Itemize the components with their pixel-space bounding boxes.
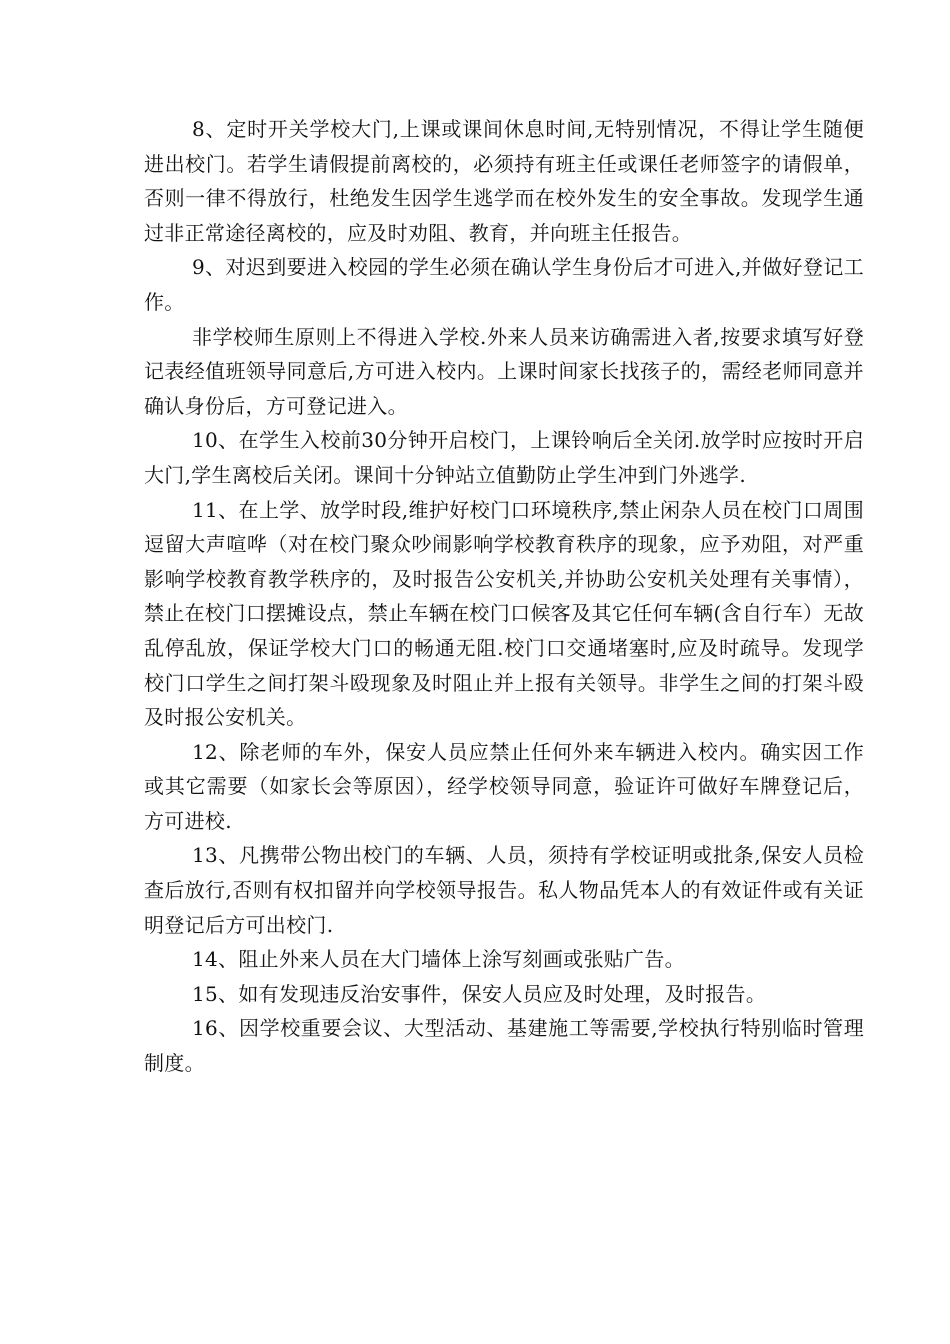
- paragraph-visitor-rules: 非学校师生原则上不得进入学校.外来人员来访确需进入者,按要求填写好登记表经值班领导同意后,方可进入校内。上课时间家长找孩子的，需经老师同意并确认身份后，方可登记进入。: [144, 324, 864, 418]
- paragraph-item-15: 15、如有发现违反治安事件，保安人员应及时处理，及时报告。: [192, 981, 767, 1006]
- paragraph-item-14: 14、阻止外来人员在大门墙体上涂写刻画或张贴广告。: [192, 947, 685, 972]
- document-body: [144, 112, 864, 1081]
- paragraph-item-12: 12、除老师的车外，保安人员应禁止任何外来车辆进入校内。确实因工作或其它需要（如家长会等原因），经学校领导同意，验证许可做好车牌登记后，方可进校.: [144, 739, 864, 833]
- paragraph-item-10: 10、在学生入校前30分钟开启校门，上课铃响后全关闭.放学时应按时开启大门,学生离校后关闭。课间十分钟站立值勤防止学生冲到门外逃学.: [144, 428, 864, 487]
- paragraph-item-8: 8、定时开关学校大门,上课或课间休息时间,无特别情况，不得让学生随便进出校门。若学生请假提前离校的，必须持有班主任或课任老师签字的请假单，否则一律不得放行，杜绝发生因学生逃学而在校外发生的安全事故。发现学生通过非正常途径离校的，应及时劝阻、教育，并向班主任报告。: [144, 117, 864, 245]
- paragraph-item-11: 11、在上学、放学时段,维护好校门口环境秩序,禁止闲杂人员在校门口周围逗留大声喧哗（对在校门聚众吵闹影响学校教育秩序的现象，应予劝阻，对严重影响学校教育教学秩序的，及时报告公安机关,并协助公安机关处理有关事情），禁止在校门口摆摊设点，禁止车辆在校门口候客及其它任何车辆(含自行车）无故乱停乱放，保证学校大门口的畅通无阻.校门口交通堵塞时,应及时疏导。发现学校门口学生之间打架斗殴现象及时阻止并上报有关领导。非学生之间的打架斗殴及时报公安机关。: [144, 497, 864, 730]
- paragraph-item-13: 13、凡携带公物出校门的车辆、人员，须持有学校证明或批条,保安人员检查后放行,否则有权扣留并向学校领导报告。私人物品凭本人的有效证件或有关证明登记后方可出校门.: [144, 843, 864, 937]
- paragraph-item-16: 16、因学校重要会议、大型活动、基建施工等需要,学校执行特别临时管理制度。: [144, 1016, 864, 1076]
- paragraph-item-9: 9、对迟到要进入校园的学生必须在确认学生身份后才可进入,并做好登记工作。: [144, 255, 864, 314]
